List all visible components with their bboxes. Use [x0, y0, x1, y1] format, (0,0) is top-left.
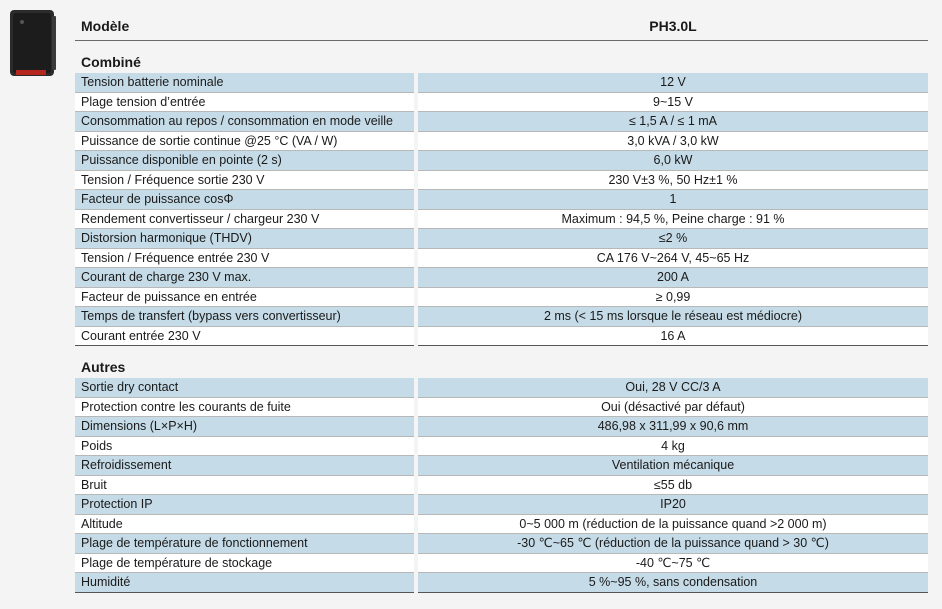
section-title: Autres: [81, 359, 126, 375]
spec-label: Tension batterie nominale: [75, 73, 414, 93]
section-title: Combiné: [81, 54, 141, 70]
product-image: [8, 8, 58, 80]
spec-label: Temps de transfert (bypass vers convertisseur): [75, 307, 414, 327]
spec-value: ≤ 1,5 A / ≤ 1 mA: [418, 112, 928, 132]
spec-row: [75, 573, 928, 593]
spec-value: Maximum : 94,5 %, Peine charge : 91 %: [418, 210, 928, 230]
spec-row: [75, 268, 928, 288]
spec-value: 486,98 x 311,99 x 90,6 mm: [418, 417, 928, 437]
header-row: [75, 12, 928, 41]
spec-row: [75, 515, 928, 535]
model-name: PH3.0L: [649, 18, 697, 34]
spec-label: Consommation au repos / consommation en mode veille: [75, 112, 414, 132]
spec-row: [75, 171, 928, 191]
spec-label: Distorsion harmonique (THDV): [75, 229, 414, 249]
spec-label: Tension / Fréquence entrée 230 V: [75, 249, 414, 269]
spec-row: [75, 456, 928, 476]
spec-value: CA 176 V~264 V, 45~65 Hz: [418, 249, 928, 269]
spec-row: [75, 210, 928, 230]
spec-label: Courant entrée 230 V: [75, 327, 414, 347]
spec-row: [75, 288, 928, 308]
spec-value: 5 %~95 %, sans condensation: [418, 573, 928, 593]
spec-row: [75, 554, 928, 574]
spec-label: Dimensions (L×P×H): [75, 417, 414, 437]
spec-row: [75, 151, 928, 171]
spec-label: Courant de charge 230 V max.: [75, 268, 414, 288]
spec-value: 0~5 000 m (réduction de la puissance quand >2 000 m): [418, 515, 928, 535]
spec-value: Ventilation mécanique: [418, 456, 928, 476]
spec-value: 200 A: [418, 268, 928, 288]
spec-value: Oui, 28 V CC/3 A: [418, 378, 928, 398]
spec-label: Puissance disponible en pointe (2 s): [75, 151, 414, 171]
spec-row: [75, 93, 928, 113]
spec-row: [75, 495, 928, 515]
spec-label: Altitude: [75, 515, 414, 535]
spec-row: [75, 73, 928, 93]
spec-value: 1: [418, 190, 928, 210]
spec-row: [75, 190, 928, 210]
spec-label: Facteur de puissance en entrée: [75, 288, 414, 308]
spec-row: [75, 229, 928, 249]
spec-value: IP20: [418, 495, 928, 515]
spec-value: 12 V: [418, 73, 928, 93]
spec-value: ≤2 %: [418, 229, 928, 249]
spec-label: Plage tension d’entrée: [75, 93, 414, 113]
spec-row: [75, 112, 928, 132]
spec-label: Bruit: [75, 476, 414, 496]
spec-sheet: [75, 12, 928, 593]
spec-value: -40 ℃~75 ℃: [418, 554, 928, 574]
spec-label: Tension / Fréquence sortie 230 V: [75, 171, 414, 191]
spec-value: 4 kg: [418, 437, 928, 457]
spec-row: [75, 476, 928, 496]
spec-label: Rendement convertisseur / chargeur 230 V: [75, 210, 414, 230]
spec-value: 16 A: [418, 327, 928, 347]
spec-value: 230 V±3 %, 50 Hz±1 %: [418, 171, 928, 191]
spec-row: [75, 378, 928, 398]
spec-label: Facteur de puissance cosΦ: [75, 190, 414, 210]
spec-label: Puissance de sortie continue @25 °C (VA / W): [75, 132, 414, 152]
spec-label: Protection contre les courants de fuite: [75, 398, 414, 418]
spec-value: Oui (désactivé par défaut): [418, 398, 928, 418]
spec-label: Refroidissement: [75, 456, 414, 476]
spec-row: [75, 307, 928, 327]
spec-row: [75, 437, 928, 457]
spec-label: Sortie dry contact: [75, 378, 414, 398]
spec-label: Poids: [75, 437, 414, 457]
spec-label: Plage de température de stockage: [75, 554, 414, 574]
spec-value: 9~15 V: [418, 93, 928, 113]
spec-row: [75, 417, 928, 437]
spec-row: [75, 249, 928, 269]
spec-value: 6,0 kW: [418, 151, 928, 171]
spec-row: [75, 398, 928, 418]
spec-row: [75, 132, 928, 152]
spec-value: 3,0 kVA / 3,0 kW: [418, 132, 928, 152]
spec-value: ≤55 db: [418, 476, 928, 496]
spec-row: [75, 327, 928, 347]
spec-row: [75, 534, 928, 554]
spec-label: Plage de température de fonctionnement: [75, 534, 414, 554]
spec-value: -30 ℃~65 ℃ (réduction de la puissance quand > 30 ℃): [418, 534, 928, 554]
spec-label: Protection IP: [75, 495, 414, 515]
spec-label: Humidité: [75, 573, 414, 593]
spec-value: ≥ 0,99: [418, 288, 928, 308]
model-label: Modèle: [81, 18, 130, 34]
spec-value: 2 ms (< 15 ms lorsque le réseau est médiocre): [418, 307, 928, 327]
